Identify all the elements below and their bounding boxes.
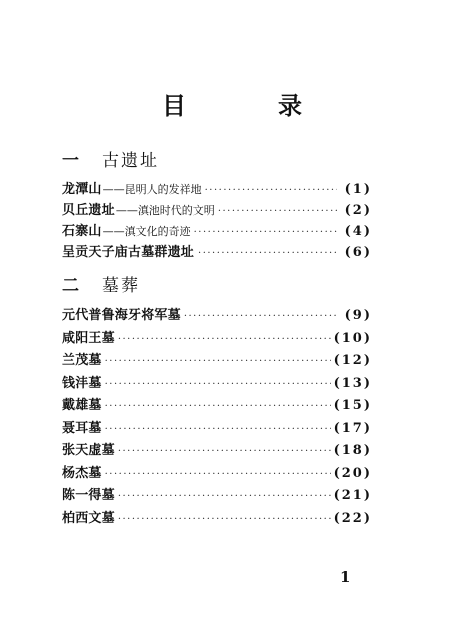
- leader-dots: [184, 311, 337, 322]
- entry-title: 兰茂墓: [62, 353, 102, 368]
- leader-dots: [105, 469, 331, 480]
- entry-title: 张天虚墓: [62, 443, 115, 458]
- toc-entry: [62, 178, 372, 199]
- leader-dots: [194, 227, 337, 238]
- toc-entry: [62, 349, 372, 372]
- toc-entry: [62, 304, 372, 327]
- entry-page-number: (10): [333, 330, 372, 346]
- leader-dots: [105, 401, 331, 412]
- entry-subtitle: ——滇文化的奇迹: [102, 225, 191, 238]
- leader-dots: [118, 334, 331, 345]
- entry-page-number: (20): [333, 465, 372, 481]
- toc-entry: [62, 484, 372, 507]
- leader-dots: [118, 514, 331, 525]
- toc-entry: [62, 199, 372, 220]
- entry-page-number: (18): [333, 443, 372, 458]
- entry-title: 戴雄墓: [62, 398, 102, 413]
- toc-entry: [62, 417, 372, 440]
- entry-title: 陈一得墓: [62, 488, 115, 503]
- entry-title: 杨杰墓: [62, 465, 102, 481]
- toc-entry: [62, 439, 372, 462]
- toc-entry: [62, 372, 372, 395]
- section-number: 一: [62, 151, 79, 171]
- section-label: 古遗址: [102, 151, 159, 171]
- leader-dots: [105, 356, 331, 367]
- entry-title: 钱沣墓: [62, 375, 102, 391]
- entry-page-number: (15): [333, 398, 372, 413]
- entry-page-number: (6): [344, 245, 372, 260]
- toc-list-ancient-sites: [62, 178, 372, 262]
- entry-page-number: (12): [333, 353, 372, 368]
- leader-dots: [218, 206, 337, 217]
- page-number: 1: [340, 568, 351, 586]
- entry-title: 呈贡天子庙古墓群遗址: [62, 245, 195, 260]
- page-title: [162, 86, 302, 121]
- leader-dots: [105, 424, 331, 435]
- title-char-2: 录: [278, 91, 302, 120]
- entry-title: 贝丘遗址: [62, 203, 115, 218]
- entry-page-number: (22): [333, 510, 372, 526]
- entry-page-number: (21): [333, 488, 372, 503]
- entry-subtitle: ——昆明人的发祥地: [102, 183, 202, 196]
- entry-page-number: (9): [344, 308, 372, 323]
- section-label: 墓葬: [102, 276, 140, 296]
- leader-dots: [205, 185, 337, 196]
- toc-list-tombs: [62, 304, 372, 529]
- entry-page-number: (13): [333, 375, 372, 391]
- entry-title: 石寨山: [62, 224, 102, 239]
- toc-entry: [62, 220, 372, 241]
- entry-page-number: (17): [333, 420, 372, 436]
- leader-dots: [198, 248, 337, 259]
- title-char-1: 目: [162, 91, 186, 120]
- leader-dots: [118, 446, 331, 457]
- leader-dots: [118, 491, 331, 502]
- entry-page-number: (4): [344, 224, 372, 239]
- entry-page-number: (1): [344, 182, 372, 197]
- toc-entry: [62, 327, 372, 350]
- toc-entry: [62, 394, 372, 417]
- entry-page-number: (2): [344, 203, 372, 218]
- entry-title: 龙潭山: [62, 182, 102, 197]
- leader-dots: [105, 379, 331, 390]
- toc-entry: [62, 462, 372, 485]
- section-heading-ancient-sites: [62, 146, 159, 171]
- entry-title: 聂耳墓: [62, 420, 102, 436]
- toc-entry: [62, 241, 372, 262]
- entry-title: 咸阳王墓: [62, 330, 115, 346]
- entry-subtitle: ——滇池时代的文明: [115, 204, 215, 217]
- entry-title: 元代普鲁海牙将军墓: [62, 308, 181, 323]
- section-number: 二: [62, 276, 79, 296]
- entry-title: 柏西文墓: [62, 510, 115, 526]
- toc-entry: [62, 507, 372, 530]
- section-heading-tombs: [62, 271, 140, 296]
